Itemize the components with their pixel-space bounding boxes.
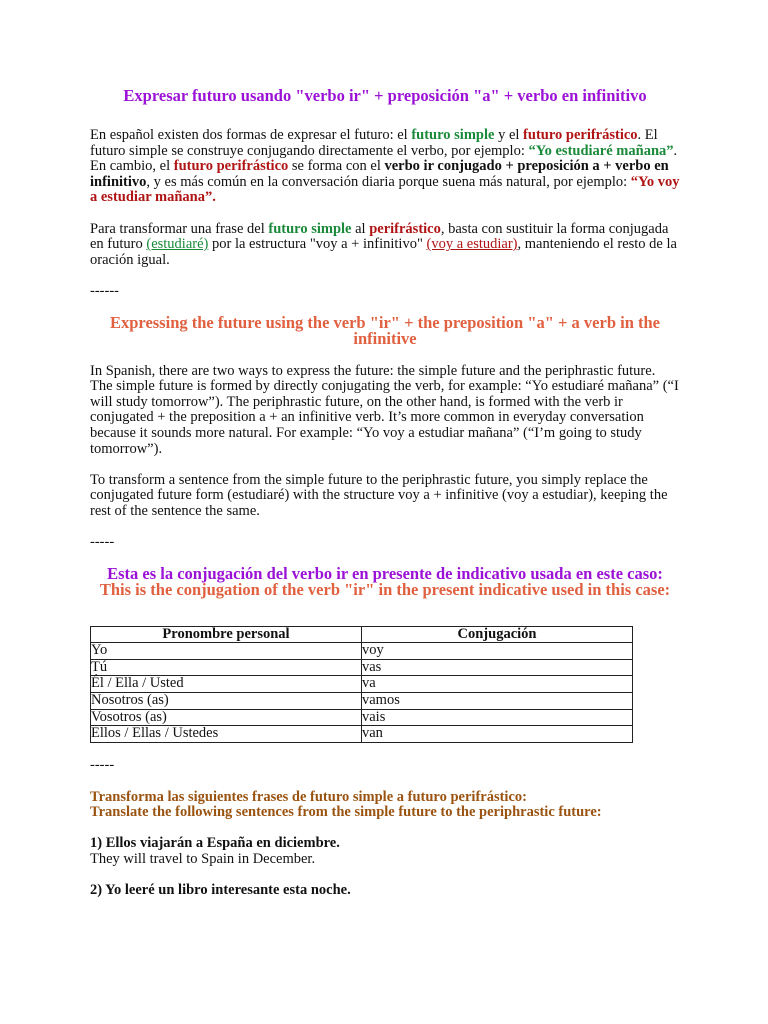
highlighted-term: futuro simple xyxy=(411,127,495,143)
exercise-item-2-es: 2) Yo leeré un libro interesante esta noche. xyxy=(90,882,351,899)
pronoun-cell: Yo xyxy=(91,643,362,660)
pronoun-cell: Tú xyxy=(91,659,362,676)
text-run: por la estructura "voy a + infinitivo" xyxy=(208,236,427,253)
exercise-item-1-es: 1) Ellos viajarán a España en diciembre. xyxy=(90,835,340,852)
text-run: , basta con sustituir la forma conjugada en futuro xyxy=(90,220,669,253)
paragraph-es-intro xyxy=(90,128,680,206)
table-row xyxy=(91,659,633,676)
highlighted-term: futuro perifrástico xyxy=(173,158,289,175)
column-header-conjugation: Conjugación xyxy=(362,626,633,643)
text-run: , manteniendo el resto de la oración igual. xyxy=(90,236,677,268)
table-row xyxy=(91,709,633,726)
conjugation-cell: van xyxy=(362,726,633,743)
document-page xyxy=(90,88,680,899)
text-run: En español existen dos formas de expresar el futuro: el xyxy=(90,127,412,143)
conjugation-cell: vais xyxy=(362,709,633,726)
table-row xyxy=(91,676,633,693)
highlighted-term: (voy a estudiar) xyxy=(426,236,518,253)
paragraph-en-intro: In Spanish, there are two ways to express the future: the simple future and the periphrastic future. The simple future is formed by directly conjugating the verb, for example: “Yo estudiaré mañana” (“I will study tomorrow”). The periphrastic future, on the other hand, is formed with the verb ir conjugated + the preposition a + an infinitive verb. It’s more common in everyday conversation because it sounds more natural. For example: “Yo voy a estudiar mañana” (“I’m going to study tomorrow”). xyxy=(90,362,679,457)
highlighted-term: “Yo voy a estudiar mañana”. xyxy=(90,173,680,206)
highlighted-term: verbo ir conjugado + preposición a + verbo en infinitivo xyxy=(90,158,669,190)
exercise-instruction-es: Transforma las siguientes frases de futuro simple a futuro perifrástico: xyxy=(90,788,527,805)
conjugation-cell: vas xyxy=(362,659,633,676)
text-run: y el xyxy=(494,127,524,143)
separator: ------ xyxy=(90,282,119,299)
conjugation-cell: voy xyxy=(362,643,633,660)
conjugation-title-en: This is the conjugation of the verb "ir" in the present indicative used in this case: xyxy=(99,579,671,599)
column-header-pronoun: Pronombre personal xyxy=(91,626,362,643)
text-run: . El futuro simple se construye conjugando directamente el verbo, por ejemplo: xyxy=(90,127,658,159)
section-title-es: Expresar futuro usando "verbo ir" + preposición "a" + verbo en infinitivo xyxy=(123,86,647,105)
table-header-row xyxy=(91,626,633,643)
table-row xyxy=(91,726,633,743)
highlighted-term: “Yo estudiaré mañana” xyxy=(528,142,674,159)
text-run: se forma con el xyxy=(288,158,385,175)
separator: ----- xyxy=(90,757,115,774)
conjugation-cell: vamos xyxy=(362,693,633,710)
highlighted-term: (estudiaré) xyxy=(146,236,209,253)
pronoun-cell: Él / Ella / Usted xyxy=(91,676,362,693)
text-run: , y es más común en la conversación diaria porque suena más natural, por ejemplo: xyxy=(146,173,631,190)
highlighted-term: futuro perifrástico xyxy=(523,127,638,143)
pronoun-cell: Ellos / Ellas / Ustedes xyxy=(91,726,362,743)
table-row xyxy=(91,643,633,660)
highlighted-term: perifrástico xyxy=(369,220,441,237)
conjugation-cell: va xyxy=(362,676,633,693)
pronoun-cell: Vosotros (as) xyxy=(91,709,362,726)
text-run: Para transformar una frase del xyxy=(90,220,269,237)
text-run: al xyxy=(351,220,370,237)
text-run: . En cambio, el xyxy=(90,142,678,175)
exercise-item-1-en: They will travel to Spain in December. xyxy=(90,850,316,867)
section-title-en: Expressing the future using the verb "ir" + the preposition "a" + a verb in the infinitive xyxy=(109,312,660,348)
paragraph-es-transform xyxy=(90,222,680,269)
highlighted-term: futuro simple xyxy=(268,220,352,237)
exercise-instruction-en: Translate the following sentences from the simple future to the periphrastic future: xyxy=(90,804,602,821)
separator: ----- xyxy=(90,534,115,551)
pronoun-cell: Nosotros (as) xyxy=(91,693,362,710)
conjugation-title-es: Esta es la conjugación del verbo ir en presente de indicativo usada en este caso: xyxy=(107,563,663,583)
paragraph-en-transform: To transform a sentence from the simple future to the periphrastic future, you simply replace the conjugated future form (estudiaré) with the structure voy a + infinitive (voy a estudiar), keeping the rest of the sentence the same. xyxy=(90,471,668,519)
table-row xyxy=(91,693,633,710)
conjugation-table xyxy=(90,626,633,743)
